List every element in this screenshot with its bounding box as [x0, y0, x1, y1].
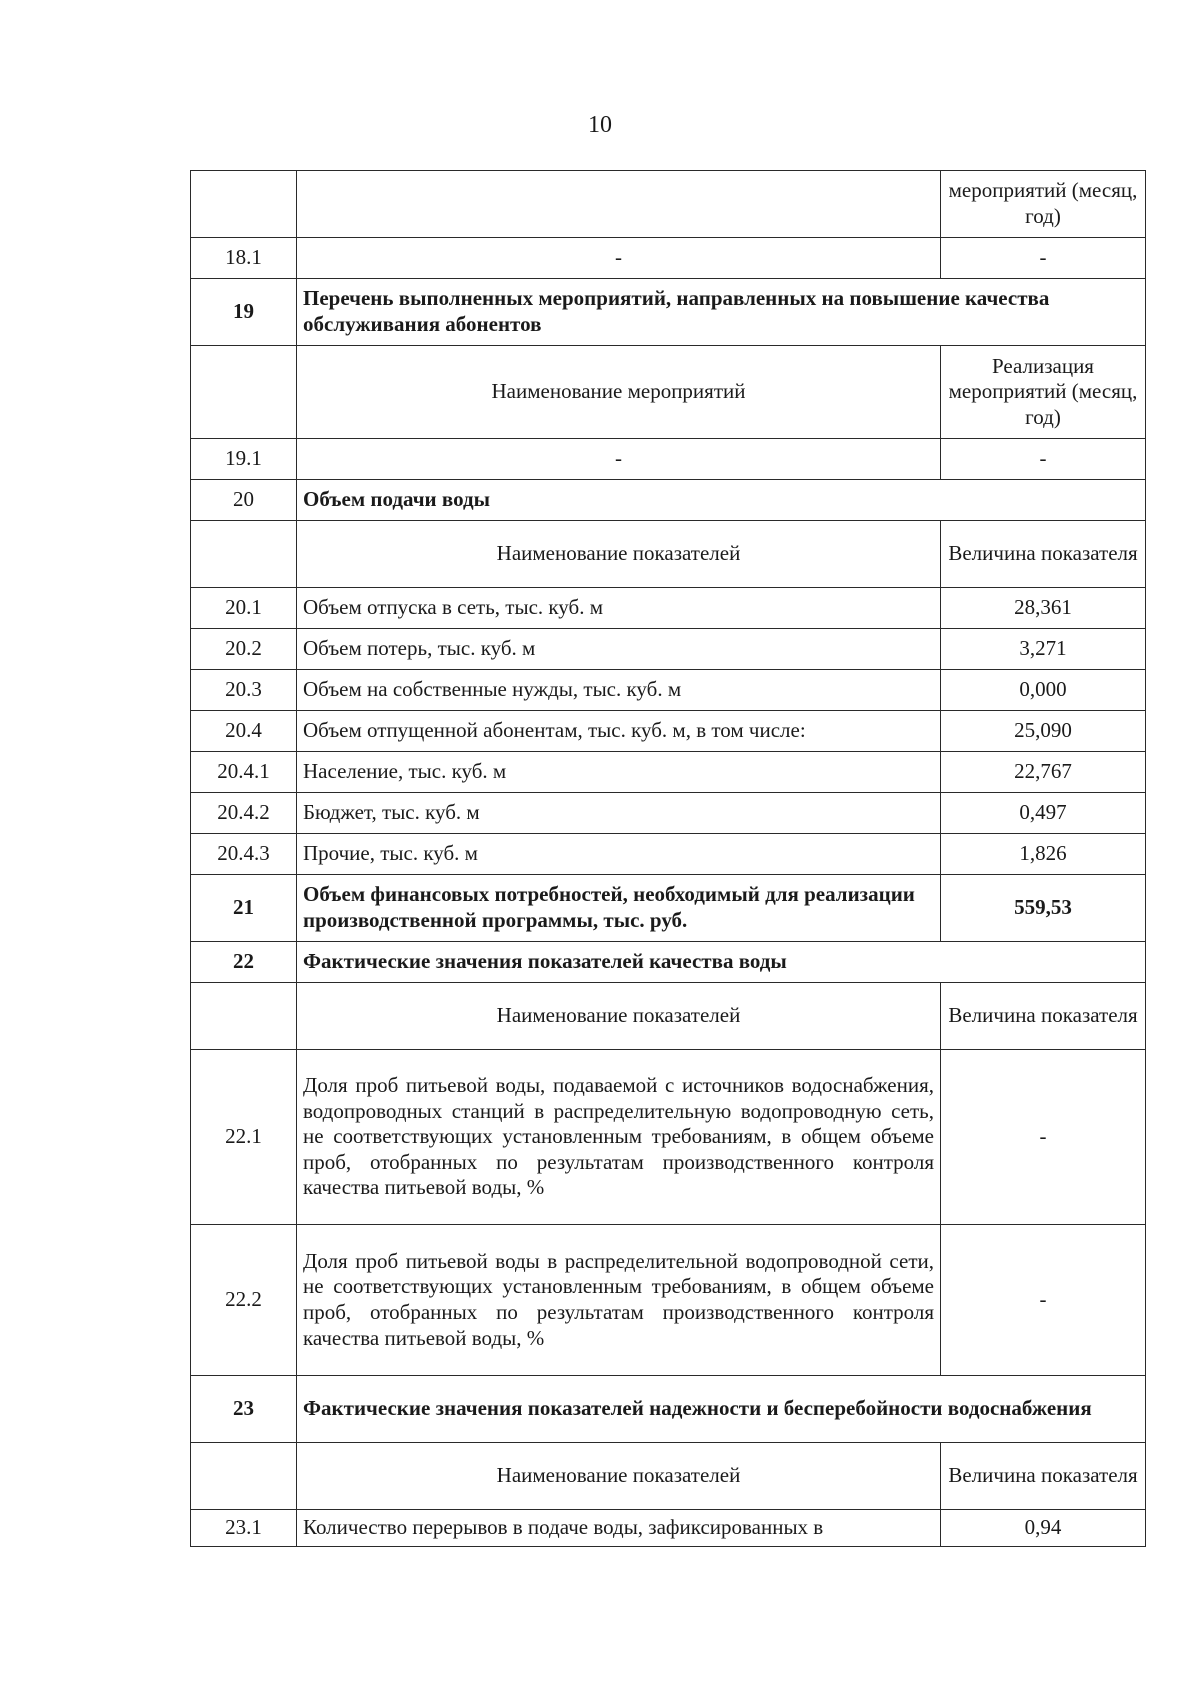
- table-row: [191, 834, 1146, 875]
- row-value: 0,000: [941, 670, 1146, 711]
- row-number: 22.1: [191, 1050, 297, 1225]
- row-value: 559,53: [941, 875, 1146, 942]
- column-header-value: Величина показателя: [941, 983, 1146, 1050]
- row-text: -: [297, 238, 941, 279]
- column-header-implementation: Реализация мероприятий (месяц, год): [941, 346, 1146, 439]
- row-number: [191, 346, 297, 439]
- row-value: 1,826: [941, 834, 1146, 875]
- row-number: 19.1: [191, 439, 297, 480]
- column-header-name: Наименование мероприятий: [297, 346, 941, 439]
- table-row: [191, 1050, 1146, 1225]
- table-row: [191, 1510, 1146, 1547]
- table-header-row: [191, 983, 1146, 1050]
- table-row: [191, 588, 1146, 629]
- table-row: [191, 238, 1146, 279]
- row-text: Доля проб питьевой воды в распределительной водопроводной сети, не соответствующих установленным требованиям, в общем объеме проб, отобранных по результатам производственного контроля качества питьевой воды, %: [297, 1225, 941, 1376]
- column-header-name: Наименование показателей: [297, 521, 941, 588]
- row-value: -: [941, 238, 1146, 279]
- program-table: [190, 170, 1146, 1547]
- row-value: -: [941, 439, 1146, 480]
- table-row: [191, 670, 1146, 711]
- section-title: Объем подачи воды: [297, 480, 1146, 521]
- section-title: Фактические значения показателей надежности и бесперебойности водоснабжения: [297, 1376, 1146, 1443]
- row-number: 20.4.1: [191, 752, 297, 793]
- row-number: 20.1: [191, 588, 297, 629]
- row-number: 20.4: [191, 711, 297, 752]
- row-number: [191, 1443, 297, 1510]
- table-header-row: [191, 346, 1146, 439]
- table-header-row: [191, 1443, 1146, 1510]
- row-number: [191, 983, 297, 1050]
- row-value: 0,94: [941, 1510, 1146, 1547]
- row-number: 18.1: [191, 238, 297, 279]
- row-text: -: [297, 439, 941, 480]
- table-header-row: [191, 521, 1146, 588]
- section-number: 19: [191, 279, 297, 346]
- section-row: [191, 875, 1146, 942]
- row-number: 22.2: [191, 1225, 297, 1376]
- section-title: Перечень выполненных мероприятий, направленных на повышение качества обслуживания абонентов: [297, 279, 1146, 346]
- row-value: 0,497: [941, 793, 1146, 834]
- row-text: Объем отпуска в сеть, тыс. куб. м: [297, 588, 941, 629]
- row-text: Объем отпущенной абонентам, тыс. куб. м, в том числе:: [297, 711, 941, 752]
- row-value: 22,767: [941, 752, 1146, 793]
- section-number: 23: [191, 1376, 297, 1443]
- row-text: Объем на собственные нужды, тыс. куб. м: [297, 670, 941, 711]
- row-value: 25,090: [941, 711, 1146, 752]
- column-header-name: Наименование показателей: [297, 1443, 941, 1510]
- row-text: Прочие, тыс. куб. м: [297, 834, 941, 875]
- section-number: 20: [191, 480, 297, 521]
- row-text: Количество перерывов в подаче воды, зафиксированных в: [297, 1510, 941, 1547]
- row-text: Население, тыс. куб. м: [297, 752, 941, 793]
- section-row: [191, 942, 1146, 983]
- row-number: 20.3: [191, 670, 297, 711]
- row-text: Бюджет, тыс. куб. м: [297, 793, 941, 834]
- section-row: [191, 279, 1146, 346]
- row-value: -: [941, 1225, 1146, 1376]
- section-number: 21: [191, 875, 297, 942]
- column-header-value: Величина показателя: [941, 521, 1146, 588]
- table-row: [191, 711, 1146, 752]
- section-row: [191, 1376, 1146, 1443]
- row-number: 23.1: [191, 1510, 297, 1547]
- table-row: [191, 793, 1146, 834]
- section-title: Фактические значения показателей качества воды: [297, 942, 1146, 983]
- row-text: [297, 171, 941, 238]
- section-title: Объем финансовых потребностей, необходимый для реализации производственной программы, тыс. руб.: [297, 875, 941, 942]
- row-value: 3,271: [941, 629, 1146, 670]
- row-number: 20.4.3: [191, 834, 297, 875]
- section-number: 22: [191, 942, 297, 983]
- row-text: Объем потерь, тыс. куб. м: [297, 629, 941, 670]
- row-text: Доля проб питьевой воды, подаваемой с источников водоснабжения, водопроводных станций в распределительную водопроводную сеть, не соответствующих установленным требованиям, в общем объеме проб, отобранных по результатам производственного контроля качества питьевой воды, %: [297, 1050, 941, 1225]
- row-number: 20.2: [191, 629, 297, 670]
- row-number: 20.4.2: [191, 793, 297, 834]
- row-value: 28,361: [941, 588, 1146, 629]
- table-row: [191, 1225, 1146, 1376]
- page-number: 10: [588, 112, 612, 138]
- row-value: -: [941, 1050, 1146, 1225]
- table-row: [191, 629, 1146, 670]
- section-row: [191, 480, 1146, 521]
- row-number: [191, 171, 297, 238]
- column-header-value: Величина показателя: [941, 1443, 1146, 1510]
- column-header-name: Наименование показателей: [297, 983, 941, 1050]
- column-header-implementation: мероприятий (месяц, год): [941, 171, 1146, 238]
- row-number: [191, 521, 297, 588]
- table-row: [191, 439, 1146, 480]
- table-row: [191, 752, 1146, 793]
- table-row: [191, 171, 1146, 238]
